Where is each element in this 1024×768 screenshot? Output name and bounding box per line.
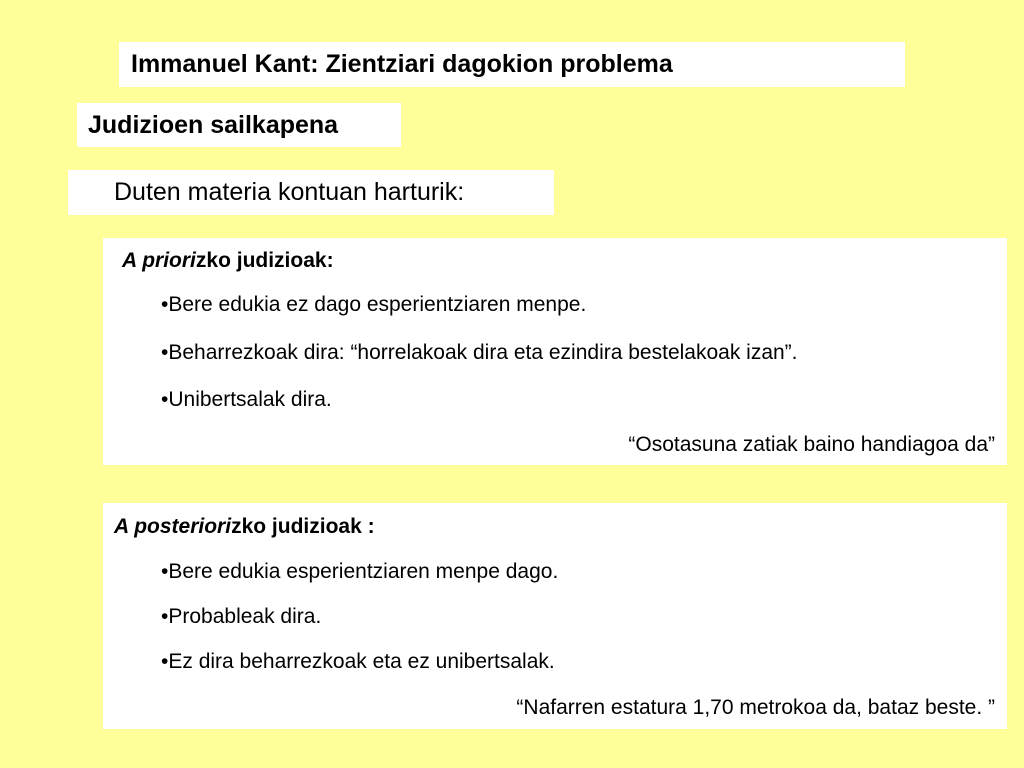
classification-criterion-text: Duten materia kontuan harturik: <box>114 178 465 206</box>
apriori-example: “Osotasuna zatiak baino handiagoa da” <box>628 433 995 456</box>
classification-criterion <box>68 170 554 215</box>
slide-title-text: Immanuel Kant: Zientziari dagokion problema <box>131 50 673 78</box>
section-subtitle <box>77 103 401 147</box>
apriori-bullet-2: •Beharrezkoak dira: “horrelakoak dira eta ezindira bestelakoak izan”. <box>161 341 798 364</box>
aposteriori-bullet-1: •Bere edukia esperientziaren menpe dago. <box>161 560 559 583</box>
aposteriori-bullet-3: •Ez dira beharrezkoak eta ez unibertsalak. <box>161 650 555 673</box>
aposteriori-bullet-2: •Probableak dira. <box>161 605 322 628</box>
aposteriori-heading <box>114 515 375 539</box>
apriori-heading <box>122 249 334 273</box>
apriori-heading-rest: zko judizioak: <box>195 249 334 272</box>
aposteriori-heading-italic: A posteriori <box>114 515 232 538</box>
apriori-heading-italic: A priori <box>122 249 196 272</box>
apriori-bullet-1: •Bere edukia ez dago esperientziaren menpe. <box>161 293 587 316</box>
aposteriori-panel <box>103 503 1007 729</box>
aposteriori-example: “Nafarren estatura 1,70 metrokoa da, bataz beste. ” <box>516 696 995 719</box>
section-subtitle-text: Judizioen sailkapena <box>88 110 339 139</box>
slide-title <box>119 42 905 87</box>
apriori-panel <box>103 238 1007 465</box>
apriori-bullet-3: •Unibertsalak dira. <box>161 388 332 411</box>
aposteriori-heading-rest: zko judizioak : <box>231 515 375 538</box>
